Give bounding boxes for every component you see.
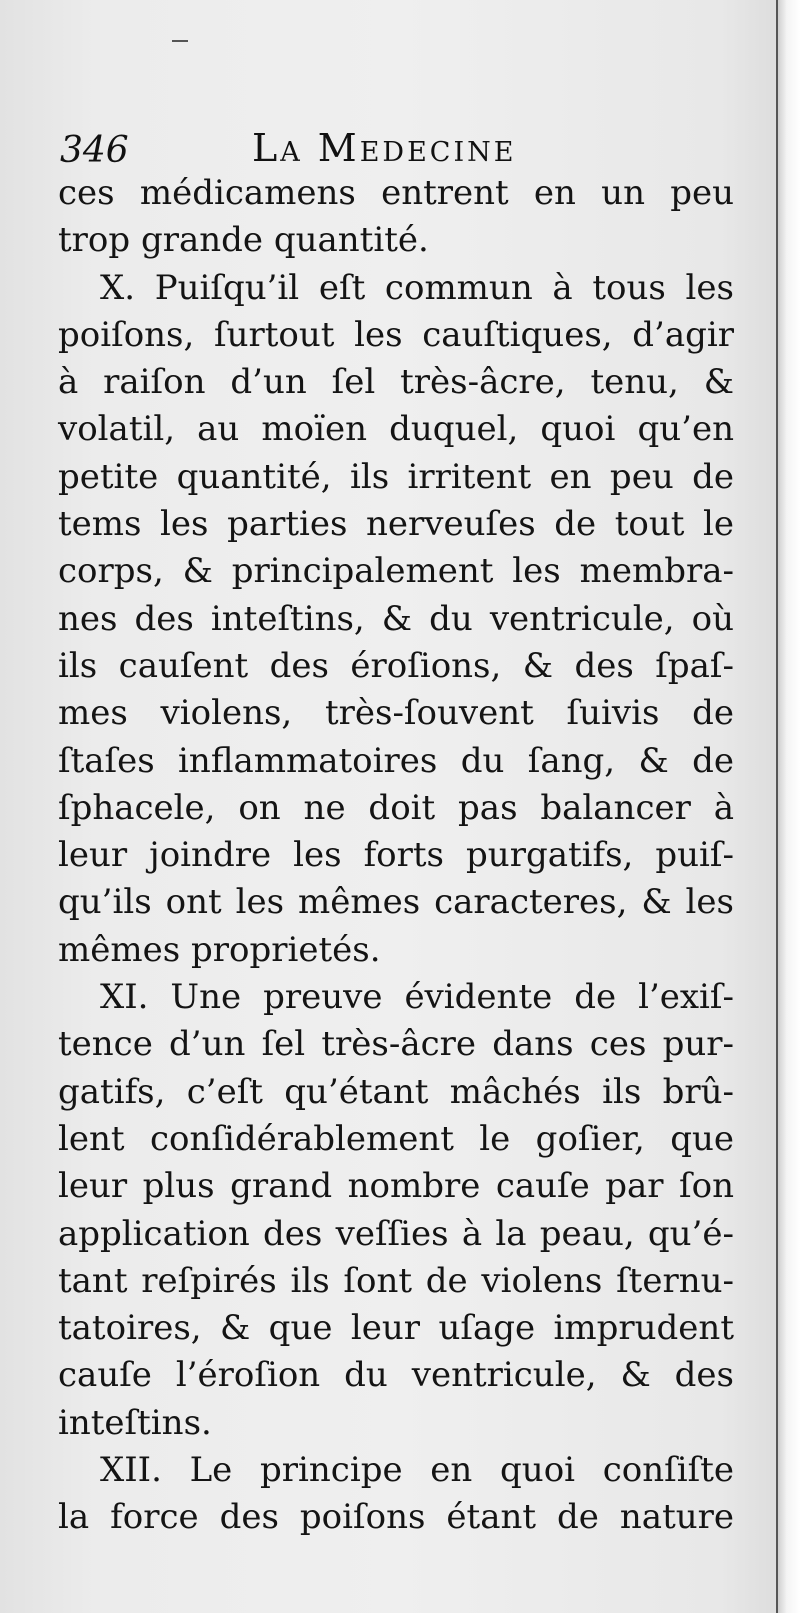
text-line: nes des inteſtins, & du ventricule, où (58, 598, 734, 639)
ink-mark (172, 40, 188, 42)
text-line: ſtaſes inflammatoires du ſang, & de (58, 740, 734, 781)
text-line: à raiſon d’un ſel très-âcre, tenu, & (58, 362, 734, 403)
text-line: corps, & principalement les membra- (58, 551, 734, 592)
text-line: qu’ils ont les mêmes caracteres, & les (58, 882, 734, 923)
text-line: lent conſidérablement le goſier, que (58, 1118, 734, 1159)
text-line: tant reſpirés ils ſont de violens ſternu- (58, 1260, 734, 1301)
text-line: la force des poiſons étant de nature (58, 1497, 734, 1538)
text-line: poiſons, ſurtout les cauſtiques, d’agir (58, 314, 734, 355)
text-line: volatil, au moïen duquel, quoi qu’en (58, 409, 734, 450)
page-binding-edge (776, 0, 800, 1613)
text-line: leur plus grand nombre cauſe par ſon (58, 1166, 734, 1207)
text-line: cauſe l’éroſion du ventricule, & des (58, 1355, 734, 1396)
text-line: inteſtins. (58, 1402, 212, 1443)
text-line: ſphacele, on ne doit pas balancer à (58, 787, 734, 828)
text-line: tatoires, & que leur uſage imprudent (58, 1308, 734, 1349)
text-line: tence d’un ſel très-âcre dans ces pur- (58, 1024, 734, 1065)
page-number: 346 (60, 130, 129, 171)
text-line: gatifs, c’eſt qu’étant mâchés ils brû- (58, 1071, 734, 1112)
text-line: mes violens, très-ſouvent ſuivis de (58, 693, 734, 734)
page-header (60, 126, 740, 176)
running-head: La Medecine (252, 126, 517, 170)
text-line: trop grande quantité. (58, 220, 429, 261)
text-line: ces médicamens entrent en un peu (58, 173, 734, 213)
text-line: application des veſſies à la peau, qu’é- (58, 1213, 734, 1254)
paragraph-start-line: XII. Le principe en quoi conſiſte (100, 1450, 734, 1491)
text-line: mêmes proprietés. (58, 929, 381, 970)
paragraph-start-line: X. Puiſqu’il eſt commun à tous les (100, 267, 734, 308)
text-line: ils cauſent des éroſions, & des ſpaſ- (58, 645, 734, 686)
text-line: tems les parties nerveuſes de tout le (58, 504, 734, 545)
text-line: leur joindre les forts purgatifs, puiſ- (58, 835, 734, 876)
paragraph-start-line: XI. Une preuve évidente de l’exiſ- (100, 977, 734, 1018)
text-line: petite quantité, ils irritent en peu de (58, 456, 734, 497)
body-text (58, 170, 734, 1542)
